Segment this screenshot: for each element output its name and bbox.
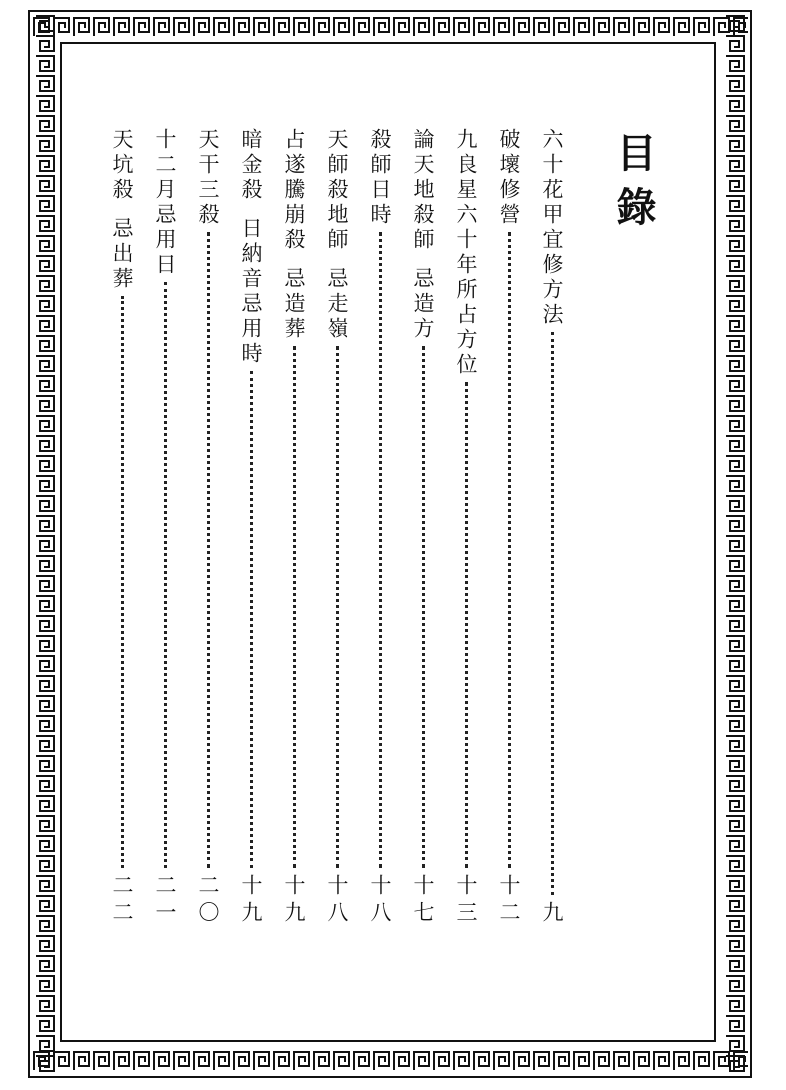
fret-border-bottom (32, 1048, 748, 1074)
dot-leader (164, 282, 167, 868)
dot-leader (207, 232, 210, 868)
dot-leader (422, 346, 425, 868)
toc-page-number: 十八 (325, 874, 349, 928)
toc-page-number: 二二 (110, 874, 134, 928)
toc-entry-title: 十二月忌用日 (153, 128, 177, 278)
toc-entry[interactable] (322, 128, 352, 928)
toc-entry[interactable] (408, 128, 438, 928)
dot-leader (121, 296, 124, 868)
toc-entry-title: 天坑殺 (110, 128, 134, 203)
toc-page-number: 十八 (368, 874, 392, 928)
toc-page-number: 二一 (153, 874, 177, 928)
toc-entry-note: 忌造葬 (282, 267, 306, 342)
toc-entry-title: 論天地殺師 (411, 128, 435, 253)
toc-entry[interactable] (279, 128, 309, 928)
toc-entry-title: 九良星六十年所占方位 (454, 128, 478, 378)
toc-entry[interactable] (107, 128, 137, 928)
fret-border-top (32, 14, 748, 40)
toc-entry[interactable] (150, 128, 180, 928)
toc-entry[interactable] (365, 128, 395, 928)
toc-page-number: 九 (540, 901, 564, 928)
fret-border-right (722, 14, 748, 1074)
toc-entry-title: 六十花甲宜修方法 (540, 128, 564, 328)
dot-leader (465, 382, 468, 868)
toc-entry[interactable] (236, 128, 266, 928)
toc-entry-title: 天師殺地師 (325, 128, 349, 253)
dot-leader (293, 346, 296, 868)
toc-page-number: 十九 (282, 874, 306, 928)
toc-entry-note: 忌造方 (411, 267, 435, 342)
toc-entry[interactable] (494, 128, 524, 928)
toc-page-number: 十三 (454, 874, 478, 928)
toc-entry-title: 殺師日時 (368, 128, 392, 228)
toc-entry-title: 天干三殺 (196, 128, 220, 228)
dot-leader (250, 371, 253, 868)
toc-page-number: 十二 (497, 874, 521, 928)
toc-entry[interactable] (537, 128, 567, 928)
toc-page-number: 十七 (411, 874, 435, 928)
dot-leader (551, 332, 554, 895)
toc-entry[interactable] (451, 128, 481, 928)
toc-entry-note: 忌走嶺 (325, 267, 349, 342)
toc-entry-title: 占遂騰崩殺 (282, 128, 306, 253)
toc-entry-note: 忌出葬 (110, 217, 134, 292)
dot-leader (379, 232, 382, 868)
toc-entry[interactable] (193, 128, 223, 928)
dot-leader (336, 346, 339, 868)
toc-page-number: 二〇 (196, 874, 220, 928)
fret-border-left (32, 14, 58, 1074)
toc-entry-title: 暗金殺 (239, 128, 263, 203)
dot-leader (508, 232, 511, 868)
toc-page-number: 十九 (239, 874, 263, 928)
page-title: 目錄 (610, 132, 657, 240)
toc-entry-note: 日納音忌用時 (239, 217, 263, 367)
toc-entry-title: 破壞修營 (497, 128, 521, 228)
